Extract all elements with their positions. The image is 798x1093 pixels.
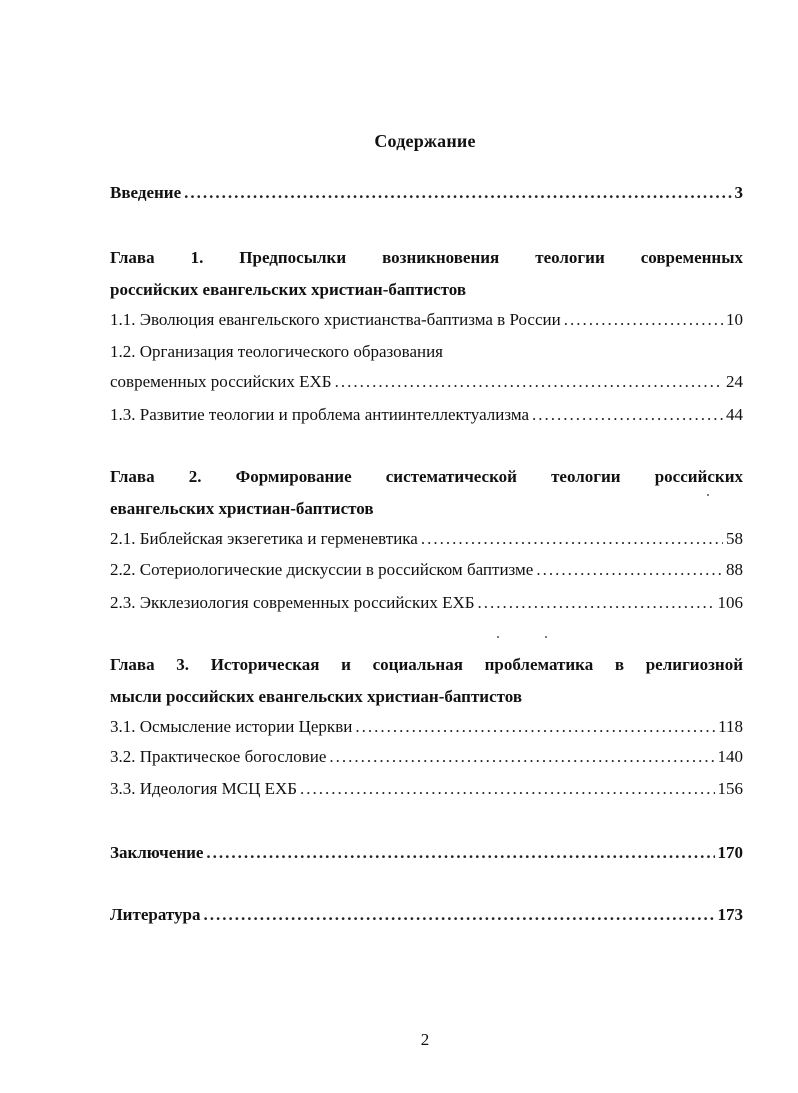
toc-entry-page: 88 xyxy=(726,560,743,579)
chapter-3-heading xyxy=(110,649,743,713)
leader-dots xyxy=(536,559,723,581)
toc-entry-2-2 xyxy=(110,559,743,581)
toc-entry-page: 3 xyxy=(734,183,743,202)
leader-dots xyxy=(532,404,723,426)
toc-entry-conclusion xyxy=(110,842,743,864)
toc-entry-label: Введение xyxy=(110,183,182,202)
scan-speck xyxy=(545,636,547,638)
toc-entry-1-2 xyxy=(110,371,743,393)
chapter-heading-line: Глава 3. Историческая и социальная проблематика в религиозной xyxy=(110,655,743,674)
toc-entry-label: 3.1. Осмысление истории Церкви xyxy=(110,717,353,736)
toc-entry-page: 140 xyxy=(717,747,743,766)
chapter-1-heading xyxy=(110,242,743,306)
leader-dots xyxy=(421,528,723,550)
toc-entry-page: 24 xyxy=(726,372,743,391)
toc-entry-1-2-line1: 1.2. Организация теологического образования xyxy=(110,342,444,361)
toc-entry-page: 173 xyxy=(717,905,743,924)
chapter-heading-line: мысли российских евангельских христиан-баптистов xyxy=(110,687,523,706)
leader-dots xyxy=(355,716,715,738)
toc-entry-label: 2.3. Экклезиология современных российских ЕХБ xyxy=(110,593,475,612)
toc-entry-label: Заключение xyxy=(110,843,204,862)
toc-entry-3-3 xyxy=(110,778,743,800)
toc-entry-label: 2.2. Сотериологические дискуссии в российском баптизме xyxy=(110,560,534,579)
toc-entry-3-2 xyxy=(110,746,743,768)
leader-dots xyxy=(300,778,714,800)
toc-entry-page: 44 xyxy=(726,405,743,424)
toc-entry-page: 118 xyxy=(718,717,743,736)
toc-entry-literature xyxy=(110,904,743,926)
leader-dots xyxy=(329,746,714,768)
toc-entry-label: 3.2. Практическое богословие xyxy=(110,747,327,766)
toc-entry-label: 3.3. Идеология МСЦ ЕХБ xyxy=(110,779,298,798)
toc-entry-label: современных российских ЕХБ xyxy=(110,372,332,391)
toc-entry-label: 1.3. Развитие теологии и проблема антиинтеллектуализма xyxy=(110,405,530,424)
toc-entry-label: Литература xyxy=(110,905,201,924)
page-number: 2 xyxy=(420,1030,430,1049)
toc-entry-3-1 xyxy=(110,716,743,738)
chapter-heading-line: Глава 1. Предпосылки возникновения теологии современных xyxy=(110,248,743,267)
leader-dots xyxy=(203,904,714,926)
leader-dots xyxy=(564,309,723,331)
leader-dots xyxy=(478,592,715,614)
leader-dots xyxy=(335,371,723,393)
scan-speck xyxy=(497,636,499,638)
toc-entry-1-1 xyxy=(110,309,743,331)
toc-entry-2-3 xyxy=(110,592,743,614)
toc-entry-1-3 xyxy=(110,404,743,426)
toc-entry-page: 156 xyxy=(717,779,743,798)
leader-dots xyxy=(184,182,731,204)
chapter-2-heading xyxy=(110,461,743,525)
scan-speck xyxy=(707,494,709,496)
leader-dots xyxy=(206,842,714,864)
toc-entry-page: 10 xyxy=(726,310,743,329)
toc-entry-page: 58 xyxy=(726,529,743,548)
page-title: Содержание xyxy=(374,131,476,151)
toc-entry-page: 106 xyxy=(717,593,743,612)
toc-entry-page: 170 xyxy=(717,843,743,862)
chapter-heading-line: Глава 2. Формирование систематической теологии российских xyxy=(110,467,743,486)
toc-entry-2-1 xyxy=(110,528,743,550)
chapter-heading-line: российских евангельских христиан-баптистов xyxy=(110,280,467,299)
toc-entry-label: 1.1. Эволюция евангельского христианства-баптизма в России xyxy=(110,310,561,329)
chapter-heading-line: евангельских христиан-баптистов xyxy=(110,499,374,518)
toc-entry-label: 2.1. Библейская экзегетика и герменевтика xyxy=(110,529,418,548)
toc-entry-intro xyxy=(110,182,743,204)
